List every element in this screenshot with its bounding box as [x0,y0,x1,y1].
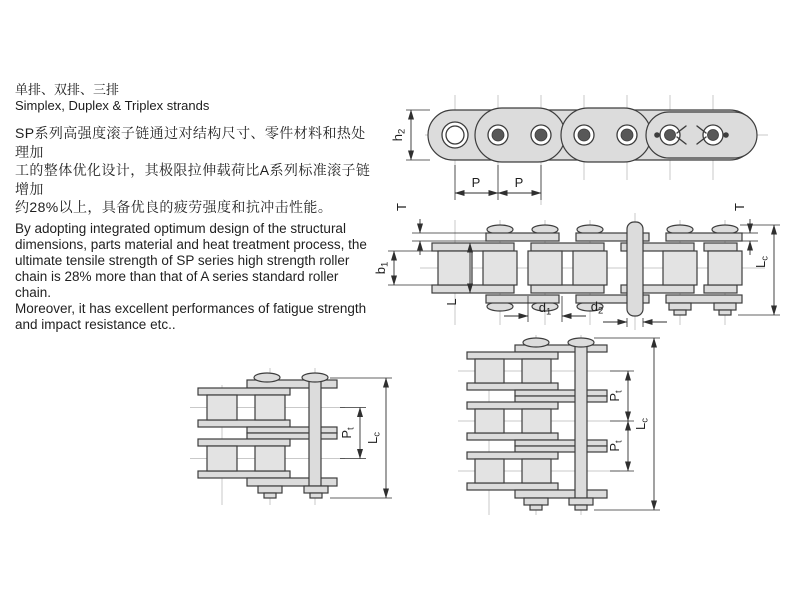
dim-label-lc: Lc [633,418,651,430]
pin-hole-end [442,122,468,148]
dim-label-b1: b1 [373,261,391,275]
dim-label-lc: Lc [365,432,383,444]
dim-label-pt-1: Pt [607,390,625,402]
connecting-pin [309,377,321,486]
dim-label-t-right: T [732,203,747,211]
dimension-h2 [390,110,430,160]
dimension-pt-1 [607,371,634,421]
dimension-pt-2 [607,421,634,471]
description-zh-line: 约28%以上，具备优良的疲劳强度和抗冲击性能。 [15,199,333,215]
description-en-line: By adopting integrated optimum design of the structural [15,220,346,236]
dim-label-pt-2: Pt [607,440,625,452]
dim-label-d2: d2 [590,299,604,317]
dim-label-d1: d1 [538,300,552,318]
bolt-heads [669,303,736,315]
connecting-pin [575,342,587,498]
dimension-pt [339,408,366,459]
dim-label-h2: h2 [390,128,408,142]
title-zh: 单排、双排、三排 [15,82,120,97]
simplex-chain-side-view [390,95,768,205]
description-en-line: ultimate tensile strength of SP series high strength roller [15,252,350,268]
dim-label-t-left: T [394,203,409,211]
dim-label-p-2: P [514,175,524,190]
description-en-line: and impact resistance etc.. [15,316,176,332]
bolt-heads [258,486,328,498]
dimension-lc-plan [738,225,780,315]
dim-label-p-1: P [471,175,481,190]
description-zh-line: SP系列高强度滚子链通过对结构尺寸、零件材料和热处理加 [15,125,366,160]
description-en-line: Moreover, it has excellent performances of fatigue strength [15,300,367,316]
bolt-heads [524,498,593,510]
dimension-lc [594,338,660,510]
dimension-p [455,165,541,200]
description-en-line: chain is 28% more than that of A series standard roller chain. [15,268,339,300]
title-en: Simplex, Duplex & Triplex strands [15,97,210,113]
dim-label-lc-plan: Lc [753,256,771,268]
triplex-chain-end-view [458,335,660,515]
description-zh-line: 工的整体优化设计，其极限拉伸载荷比A系列标准滚子链增加 [15,162,371,197]
dim-label-pt: Pt [339,427,357,439]
rollers [438,251,742,285]
duplex-chain-end-view [190,368,392,505]
description-en-line: dimensions, parts material and heat treatment process, the [15,236,367,252]
long-connecting-pin [627,222,643,316]
chain-plan-view [373,203,780,330]
dim-label-l: L [444,298,459,306]
